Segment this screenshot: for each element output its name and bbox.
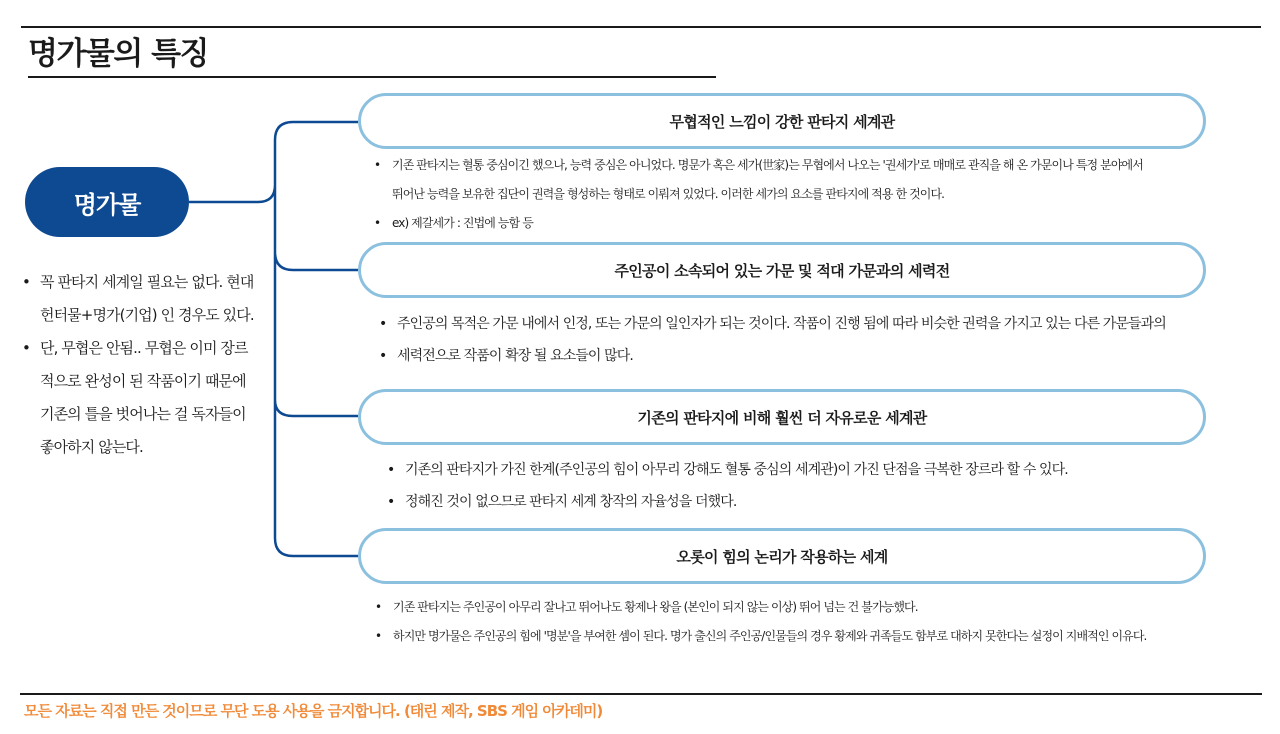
bullet-item: • 주인공의 목적은 가문 내에서 인정, 또는 가문의 일인자가 되는 것이다. 작품이 진행 됨에 따라 비슷한 권력을 가지고 있는 다른 가문들과의 (377, 308, 1267, 340)
side-note: • 단, 무협은 안됨.. 무협은 이미 장르적으로 완성이 된 작품이기 때문에 기존의 틀을 벗어나는 걸 독자들이 좋아하지 않는다. (22, 332, 258, 464)
topic-node-freer-worldview: 기존의 판타지에 비해 훨씬 더 자유로운 세계관 (358, 389, 1206, 445)
bullet-item (372, 151, 1252, 209)
bullet-item: • 하지만 명가물은 주인공의 힘에 '명분'을 부여한 셈이 된다. 명가 출신의 주인공/인물들의 경우 황제와 귀족들도 함부로 대하지 못한다는 설정이 지배적인 이유다. (373, 622, 1253, 651)
topic-node-wuxia-worldview: 무협적인 느낌이 강한 판타지 세계관 (358, 93, 1206, 149)
bullet-item: • 기존의 판타지가 가진 한계(주인공의 힘이 아무리 강해도 혈통 중심의 세계관)이 가진 단점을 극복한 장르라 할 수 있다. (385, 454, 1255, 486)
topic-4-bullets (373, 593, 1253, 651)
page-title: 명가물의 특징 (28, 36, 208, 72)
topic-node-logic-of-power: 오롯이 힘의 논리가 작용하는 세계 (358, 528, 1206, 584)
topic-3-bullets (385, 454, 1255, 518)
side-note: • 꼭 판타지 세계일 필요는 없다. 현대 헌터물+명가(기업) 인 경우도 있다. (22, 266, 258, 332)
bullet-item: • 정해진 것이 없으므로 판타지 세계 창작의 자율성을 더했다. (385, 486, 1255, 518)
bullet-text-continuation: 뛰어난 능력을 보유한 집단이 권력을 형성하는 형태로 이뤄져 있었다. 이러한 세가의 요소를 판타지에 적용 한 것이다. (392, 187, 945, 201)
bullet-item: • 기존 판타지는 주인공이 아무리 잘나고 뛰어나도 황제나 왕을 (본인이 되지 않는 이상) 뛰어 넘는 건 불가능했다. (373, 593, 1253, 622)
topic-1-bullets (372, 151, 1252, 238)
footer-rule (20, 693, 1262, 695)
bullet-text: 기존 판타지는 혈통 중심이긴 했으나, 능력 중심은 아니었다. 명문가 혹은 세가(世家)는 무협에서 나오는 '권세가'로 매매로 관직을 해 온 가문이나 특정 분야에서 (392, 158, 1143, 172)
copyright-footer: 모든 자료는 직접 만든 것이므로 무단 도용 사용을 금지합니다. (태린 제작, SBS 게임 아카데미) (24, 702, 603, 720)
bullet-item: • ex) 제갈세가 : 진법에 능함 등 (372, 209, 1252, 238)
central-node: 명가물 (25, 167, 189, 237)
topic-node-family-power-struggle: 주인공이 소속되어 있는 가문 및 적대 가문과의 세력전 (358, 242, 1206, 298)
topic-2-bullets (377, 308, 1267, 372)
bullet-item: • 세력전으로 작품이 확장 될 요소들이 많다. (377, 340, 1267, 372)
side-notes (22, 266, 258, 464)
